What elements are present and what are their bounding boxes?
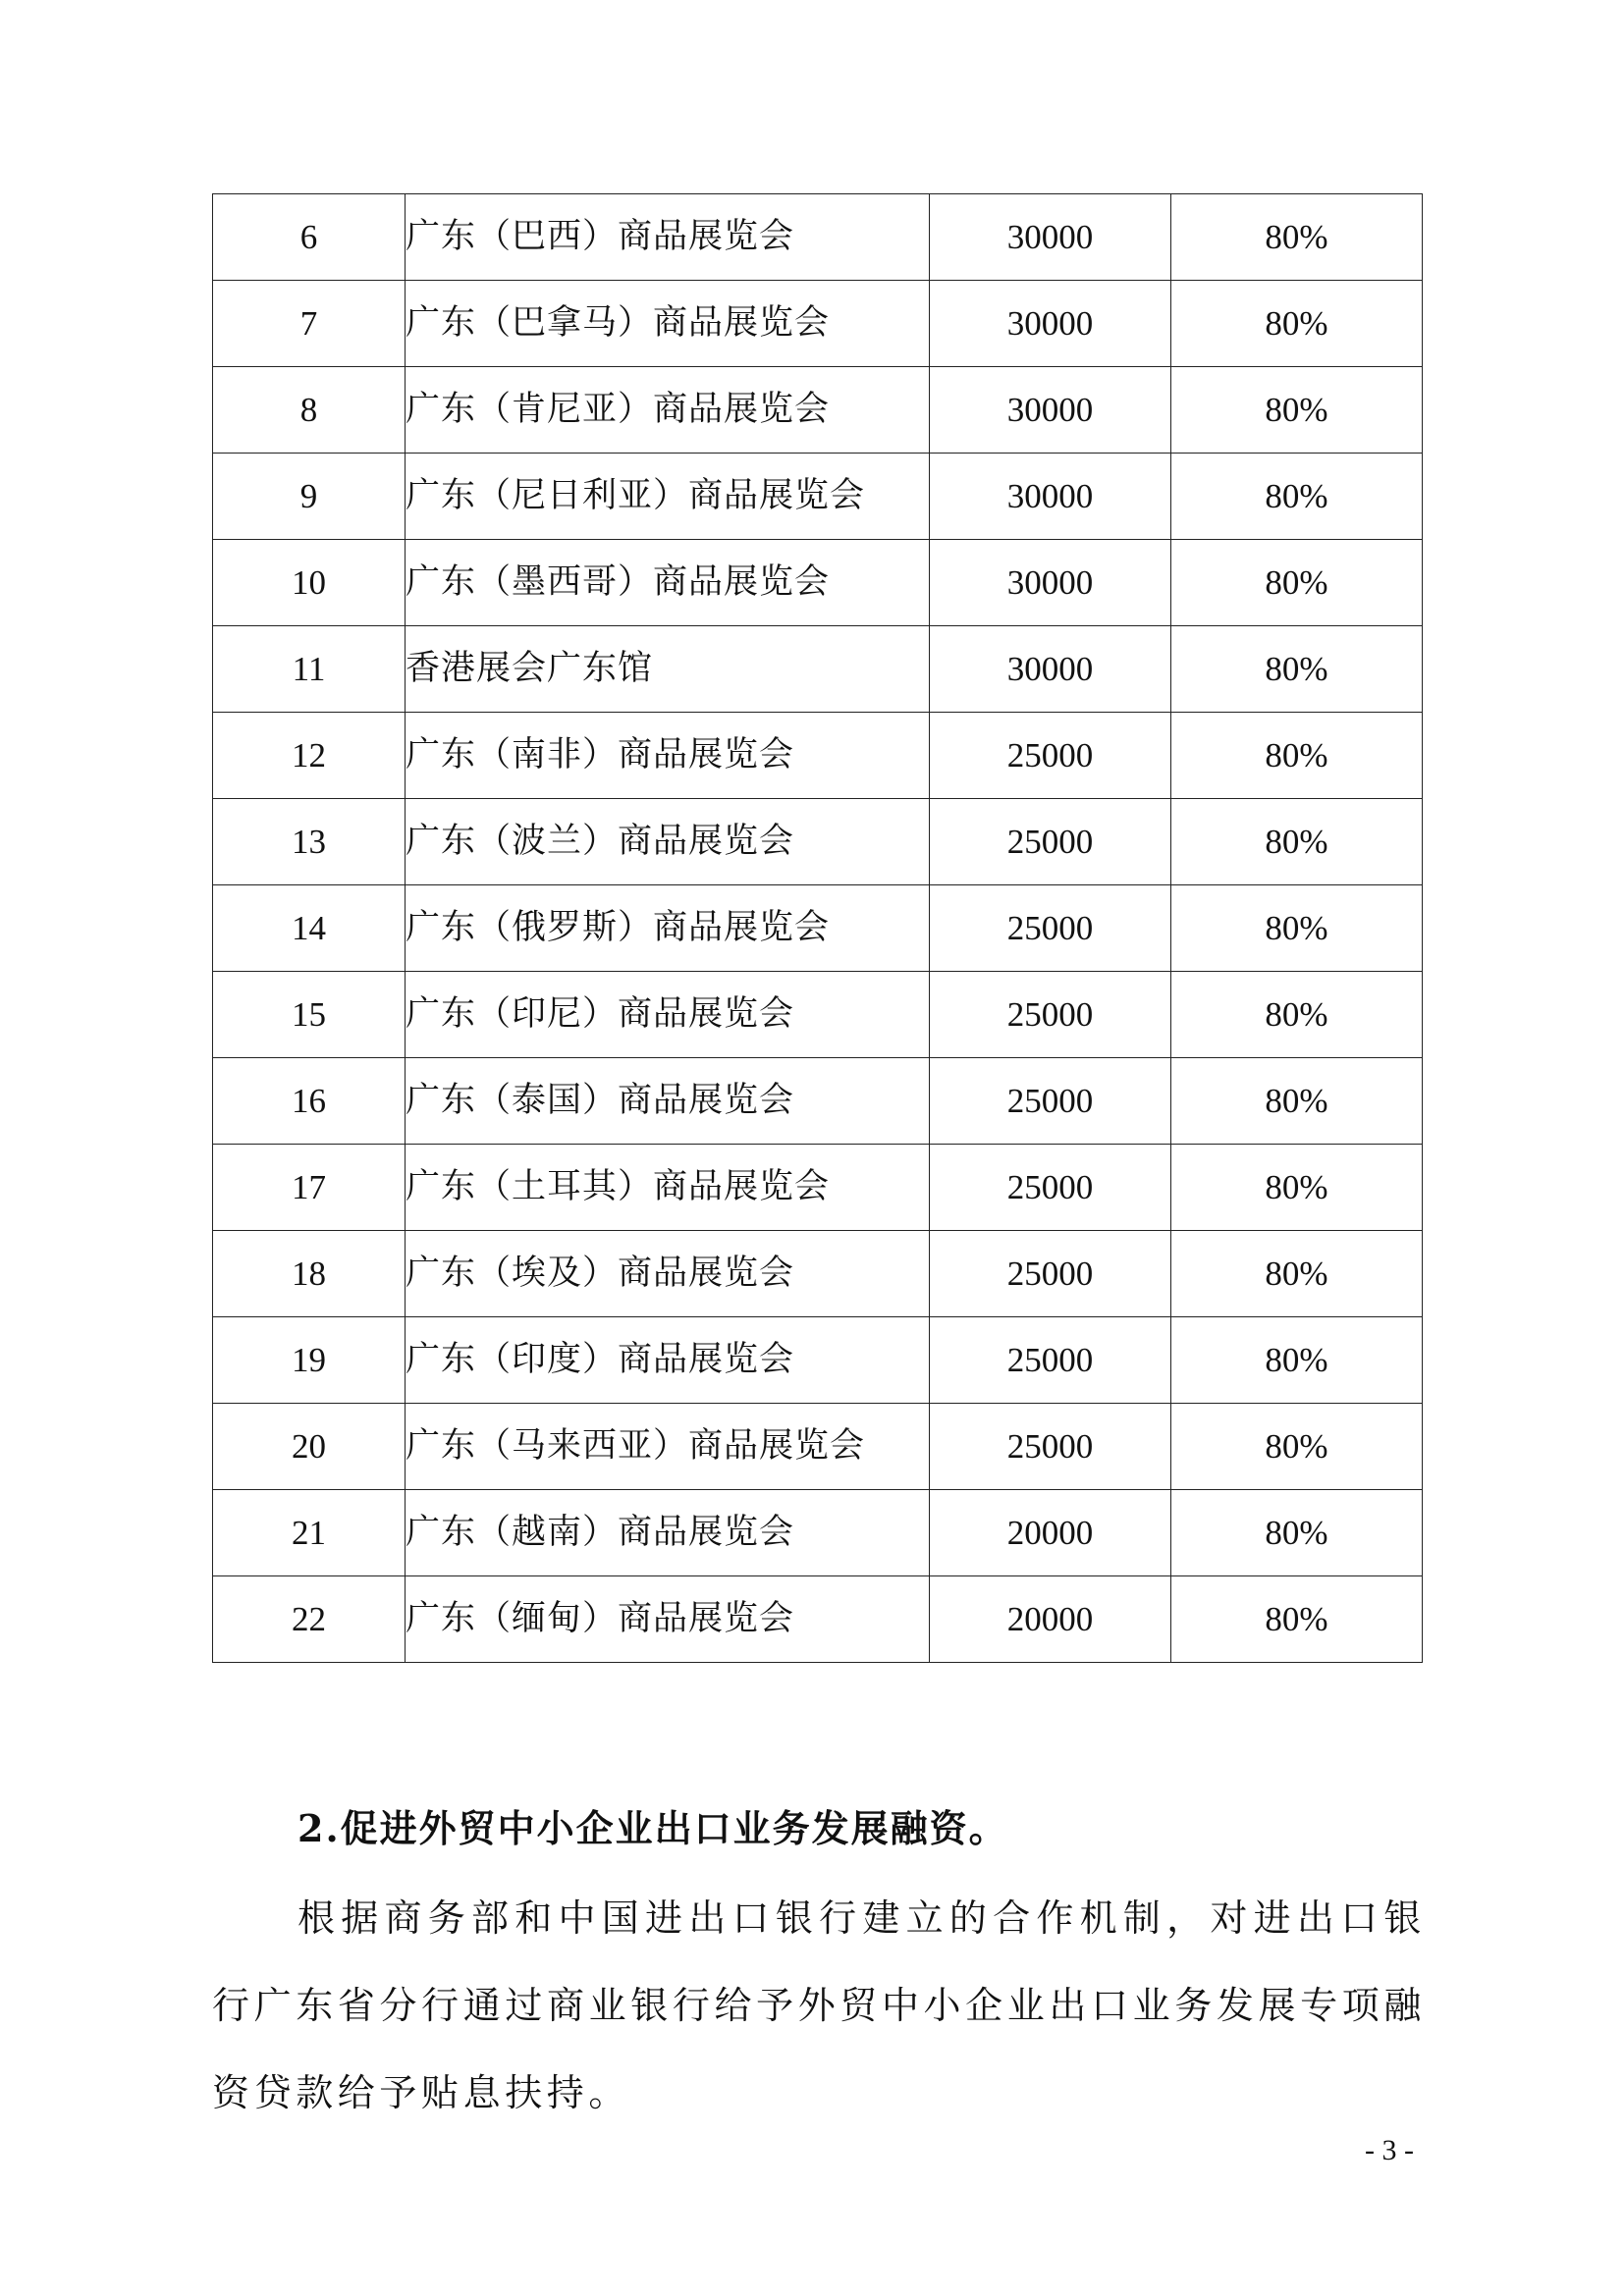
row-number-cell: 15 xyxy=(213,972,406,1058)
table-row xyxy=(213,1576,1423,1663)
subsidy-amount-cell: 30000 xyxy=(930,540,1171,626)
table-row xyxy=(213,540,1423,626)
row-number-cell: 9 xyxy=(213,454,406,540)
subsidy-rate-cell: 80% xyxy=(1171,454,1423,540)
subsidy-amount-cell: 30000 xyxy=(930,626,1171,713)
table-row xyxy=(213,972,1423,1058)
subsidy-amount-cell: 30000 xyxy=(930,454,1171,540)
subsidy-amount-cell: 25000 xyxy=(930,1145,1171,1231)
exhibition-name-cell: 广东（印度）商品展览会 xyxy=(406,1317,930,1404)
subsidy-amount-cell: 25000 xyxy=(930,1404,1171,1490)
table-row xyxy=(213,885,1423,972)
row-number-cell: 20 xyxy=(213,1404,406,1490)
table-row xyxy=(213,367,1423,454)
table-row xyxy=(213,194,1423,281)
subsidy-rate-cell: 80% xyxy=(1171,367,1423,454)
subsidy-rate-cell: 80% xyxy=(1171,972,1423,1058)
subsidy-amount-cell: 25000 xyxy=(930,713,1171,799)
row-number-cell: 12 xyxy=(213,713,406,799)
exhibition-name-cell: 广东（巴西）商品展览会 xyxy=(406,194,930,281)
exhibition-name-cell: 广东（巴拿马）商品展览会 xyxy=(406,281,930,367)
table-row xyxy=(213,799,1423,885)
exhibition-name-cell: 广东（印尼）商品展览会 xyxy=(406,972,930,1058)
exhibition-name-cell: 广东（肯尼亚）商品展览会 xyxy=(406,367,930,454)
subsidy-rate-cell: 80% xyxy=(1171,1576,1423,1663)
table-row xyxy=(213,281,1423,367)
row-number-cell: 13 xyxy=(213,799,406,885)
subsidy-amount-cell: 25000 xyxy=(930,1058,1171,1145)
row-number-cell: 18 xyxy=(213,1231,406,1317)
subsidy-rate-cell: 80% xyxy=(1171,194,1423,281)
exhibition-name-cell: 广东（南非）商品展览会 xyxy=(406,713,930,799)
table-row xyxy=(213,454,1423,540)
table-row xyxy=(213,1490,1423,1576)
table-row xyxy=(213,1231,1423,1317)
exhibition-name-cell: 广东（土耳其）商品展览会 xyxy=(406,1145,930,1231)
subsidy-rate-cell: 80% xyxy=(1171,540,1423,626)
exhibition-name-cell: 广东（波兰）商品展览会 xyxy=(406,799,930,885)
subsidy-rate-cell: 80% xyxy=(1171,1231,1423,1317)
table-row xyxy=(213,1317,1423,1404)
row-number-cell: 8 xyxy=(213,367,406,454)
subsidy-amount-cell: 30000 xyxy=(930,194,1171,281)
subsidy-rate-cell: 80% xyxy=(1171,1404,1423,1490)
subsidy-amount-cell: 25000 xyxy=(930,1317,1171,1404)
row-number-cell: 14 xyxy=(213,885,406,972)
subsidy-amount-cell: 25000 xyxy=(930,1231,1171,1317)
row-number-cell: 6 xyxy=(213,194,406,281)
exhibition-name-cell: 广东（尼日利亚）商品展览会 xyxy=(406,454,930,540)
exhibition-name-cell: 香港展会广东馆 xyxy=(406,626,930,713)
subsidy-amount-cell: 25000 xyxy=(930,799,1171,885)
table-row xyxy=(213,626,1423,713)
subsidy-amount-cell: 30000 xyxy=(930,281,1171,367)
exhibition-name-cell: 广东（缅甸）商品展览会 xyxy=(406,1576,930,1663)
exhibition-name-cell: 广东（俄罗斯）商品展览会 xyxy=(406,885,930,972)
row-number-cell: 22 xyxy=(213,1576,406,1663)
exhibition-name-cell: 广东（墨西哥）商品展览会 xyxy=(406,540,930,626)
subsidy-amount-cell: 20000 xyxy=(930,1490,1171,1576)
table-row xyxy=(213,713,1423,799)
subsidy-rate-cell: 80% xyxy=(1171,1145,1423,1231)
subsidy-amount-cell: 25000 xyxy=(930,972,1171,1058)
subsidy-rate-cell: 80% xyxy=(1171,626,1423,713)
subsidy-rate-cell: 80% xyxy=(1171,799,1423,885)
subsidy-amount-cell: 20000 xyxy=(930,1576,1171,1663)
row-number-cell: 21 xyxy=(213,1490,406,1576)
subsidy-rate-cell: 80% xyxy=(1171,1058,1423,1145)
page-number: - 3 - xyxy=(1365,2134,1414,2166)
subsidy-rate-cell: 80% xyxy=(1171,281,1423,367)
row-number-cell: 11 xyxy=(213,626,406,713)
row-number-cell: 16 xyxy=(213,1058,406,1145)
section-heading: 2.促进外贸中小企业出口业务发展融资。 xyxy=(298,1806,1008,1850)
row-number-cell: 10 xyxy=(213,540,406,626)
exhibition-name-cell: 广东（越南）商品展览会 xyxy=(406,1490,930,1576)
row-number-cell: 7 xyxy=(213,281,406,367)
subsidy-rate-cell: 80% xyxy=(1171,1490,1423,1576)
subsidy-rate-cell: 80% xyxy=(1171,1317,1423,1404)
table-row xyxy=(213,1145,1423,1231)
subsidy-amount-cell: 30000 xyxy=(930,367,1171,454)
exhibition-name-cell: 广东（泰国）商品展览会 xyxy=(406,1058,930,1145)
section-paragraph: 根据商务部和中国进出口银行建立的合作机制，对进出口银行广东省分行通过商业银行给予外贸中小企业出口业务发展专项融资贷款给予贴息扶持。 xyxy=(212,1896,1426,2114)
row-number-cell: 17 xyxy=(213,1145,406,1231)
subsidy-rate-cell: 80% xyxy=(1171,713,1423,799)
table-row xyxy=(213,1058,1423,1145)
exhibition-name-cell: 广东（埃及）商品展览会 xyxy=(406,1231,930,1317)
exhibition-subsidy-table xyxy=(212,193,1423,1663)
row-number-cell: 19 xyxy=(213,1317,406,1404)
subsidy-amount-cell: 25000 xyxy=(930,885,1171,972)
table-body xyxy=(213,194,1423,1663)
subsidy-rate-cell: 80% xyxy=(1171,885,1423,972)
exhibition-name-cell: 广东（马来西亚）商品展览会 xyxy=(406,1404,930,1490)
table-row xyxy=(213,1404,1423,1490)
